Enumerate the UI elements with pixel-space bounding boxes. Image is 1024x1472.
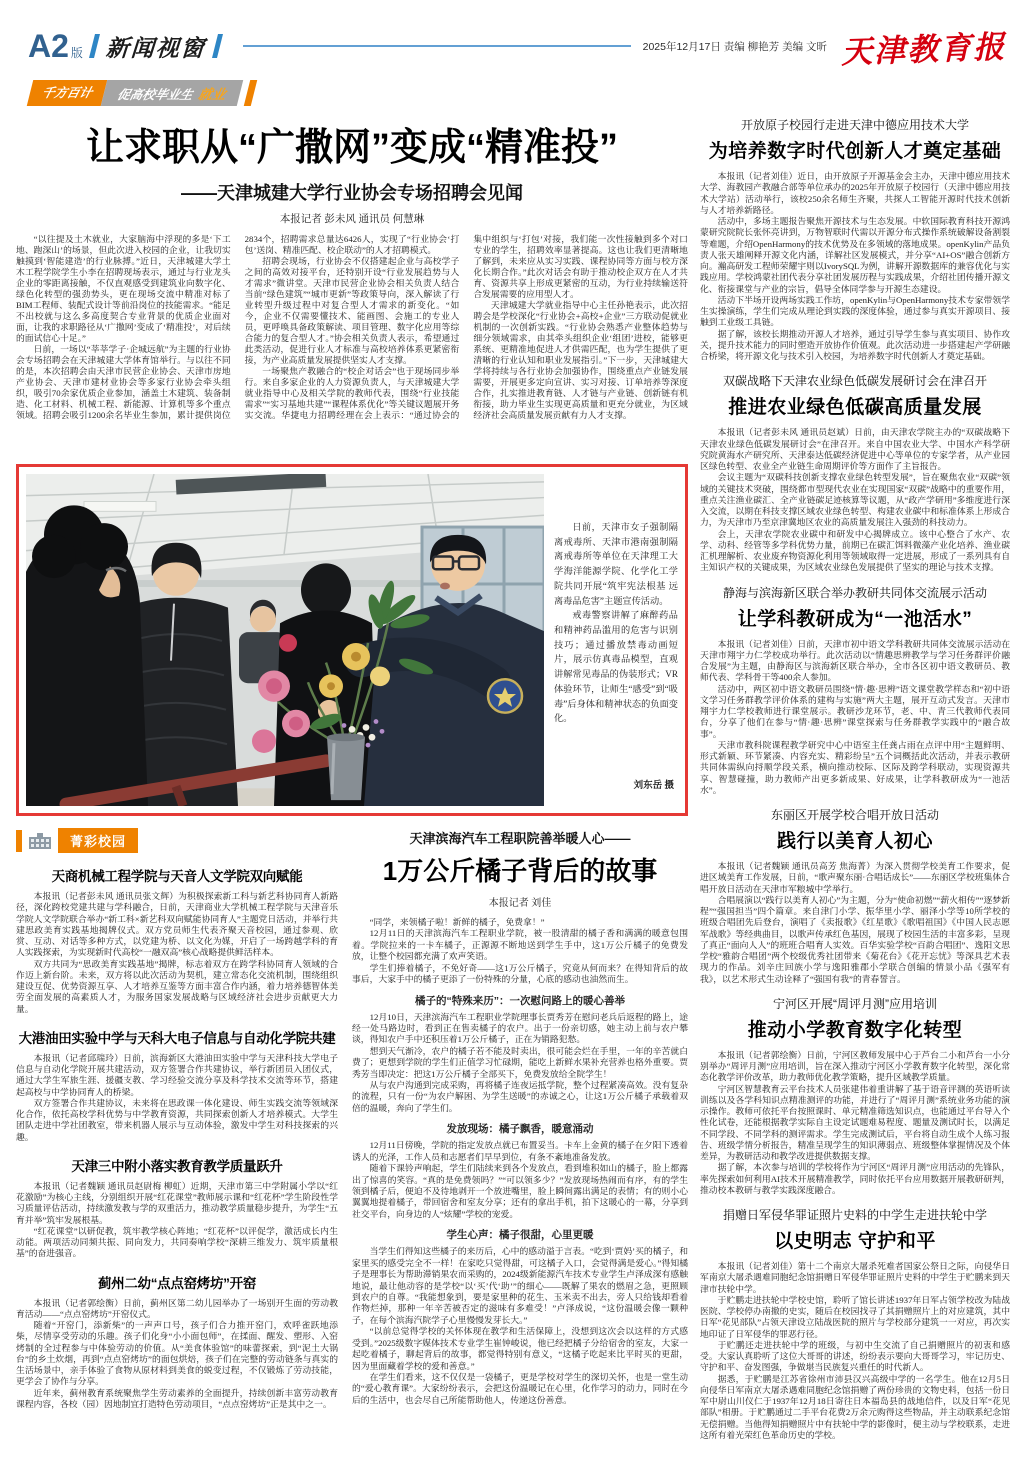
paragraph: 本报讯（记者彭未风 通讯员张文辉）为积极探索新工科与新艺科协同育人新路径，深化跨校党建共建与学科融合，日前，天津商业大学机械工程学院与天津音乐学院人文学院联合举办“新工科×新艺科双向赋能协同育人”主题党日活动，并举行共建思政美育实践基地揭牌仪式。双方党员师生代表齐聚天音校园，通过参观、欣赏、互动、对话等多种方式，以党建为桥、以文化为媒，开启了一场跨越学科的育人实践探索，为实现新时代高校“一融双高”核心战略提供鲜活样本。 [16, 891, 338, 958]
campus-article-title: 天商机械工程学院与天音人文学院双向赋能 [51, 869, 303, 884]
paragraph: 在学生们看来，这不仅仅是一袋橘子，更是学校对学生的深切关怀，也是一堂生动的“爱心教育课”。大家纷纷表示，会把这份温暖记在心里，化作学习的动力，同时在今后的生活中，也会尽自己所能帮助他人，传递这份善意。 [352, 1371, 688, 1405]
campus-badge-label: 菁彩校园 [58, 828, 138, 853]
paragraph: 双方共同为“思政美育实践基地”揭牌，标志着双方在跨学科协同育人领域的合作迈上新台阶。未来，双方将以此次活动为契机，建立常态化交流机制，围绕组织建设互促、优势资源互享、人才培养互鉴等方面丰富合作内涵，着力培养德智体美劳全面发展的高素质人才，为服务国家发展战略与区域经济社会进步贡献更大力量。 [16, 958, 338, 1014]
left-region [16, 112, 688, 1472]
feature-byline: 本报记者 刘佳 [488, 898, 552, 909]
paragraph: 本报讯（记者彭未风 通讯员赵斌）日前，由天津农学院主办的“双碳战略下天津农业绿色低碳发展研讨会”在津召开。来自中国农业大学、中国水产科学研究院黄海水产研究所、天津泰达低碳经济促进中心等单位的专家学者，从产业园区绿色转型、农业全产业链生命周期评价等方面作了主旨报告。 [700, 427, 1010, 471]
page-header [0, 0, 1024, 68]
campus-article-body [16, 1053, 338, 1143]
campus-badge [16, 828, 338, 853]
paragraph: 宁河区智慧教育云平台技术人员张建伟着重讲解了基于语音评测的英语听读训练以及各学科知识点精准测评的功能，并进行了“周评月测”系统业务功能的演示操作。教师可依托平台按照课时、单元精准筛选知识点，也能通过平台导入个性化试卷，还能根据教学实际自主设定试题难易程度、题量及测试时长，以满足不同学段、不同学科的测评需求。学生完成测试后，平台将自动生成个人练习报告、班级学情分析报告，精准呈现学生的知识薄弱点、班级整体掌握情况及个体差异，为教研活动和教学改进提供数据支撑。 [700, 1083, 1010, 1161]
paragraph: 招聘会现场，行业协会不仅搭建起企业与高校学子之间的高效对接平台，还特别开设“行业发展趋势与人才需求”微讲堂。天津市民营企业协会相关负责人结合当前“绿色建筑”“城市更新”等政策导向，深入解读了行业转型升级过程中对复合型人才需求的新变化。“如今，企业不仅需要懂技术、能画图、会施工的专业人员，更呼唤具备政策解读、项目管理、数字化应用等综合能力的复合型人才。”协会相关负责人表示，希望通过此类活动，促进行业人才标准与高校培养体系更紧密衔接，为产业高质量发展提供坚实人才支撑。 [244, 255, 460, 365]
article-title: 为培养数字时代创新人才奠定基础 [708, 141, 1002, 162]
paragraph: 本报讯（记者魏颖 通讯员赵尉梅 柳虹）近期，天津市第三中学附属小学以“红花激励”为核心主线，分别组织开展“红花课堂”教师展示课和“红花杯”学生阶段性学习质量评估活动，持续激发教与学的双重活力，推动教学质量稳步提升，为学生“五育并举”筑牢发展根基。 [16, 1180, 338, 1225]
campus-article-body [16, 1298, 338, 1411]
right-article [700, 1206, 1010, 1441]
paragraph: 戒毒警察讲解了麻醉药品和精神药品滥用的危害与识别技巧；通过播放禁毒动画短片，展示仿真毒品模型，直观讲解常见毒品的伪装形式；VR体验环节，让师生“感受”到“吸毒”后身体和精神状态的负面变化。 [554, 610, 678, 724]
paragraph: 会上，天津农学院农业碳中和研发中心揭牌成立。该中心整合了水产、农学、动科、经管等多学科优势力量，前期已在碳汇饵料微藻产业化培养、渔业碳汇机理解析、农业废弃物资源化利用等领域取得一定进展，形成了一系列具有自主知识产权的关键成果，为区域农业绿色发展提供了坚实的理论与技术支撑。 [700, 528, 1010, 573]
feature-lead [352, 917, 688, 986]
article-kicker: 双碳战略下天津农业绿色低碳发展研讨会在津召开 [722, 374, 987, 389]
paragraph: 合唱展演以“践行以美育人初心”为主题，分为“使命初燃”“薪火相传”“逐梦新程”“强国担当”四个篇章。来自津门小学、振华里小学、丽泽小学等10所学校的班级合唱团先后登台，演唱了《卖报歌》《红星歌》《歌唱祖国》《中国人民志愿军战歌》等经典曲目，以歌声传承红色基因，展现了校园生活的丰富多彩，呈现了真正“面向人人”的班班合唱育人实效。百华实验学校“百韵合唱团”、逸阳文思学校“雅韵合唱团”两个校级优秀社团带来《菊花台》《花开忘忧》等深具艺术表现力的作品。刘辛庄回族小学与逸阳雅郡小学联合创编的情景小品《强军有我》，以艺术形式生动诠释了“强国有我”的青春誓言。 [700, 894, 1010, 984]
paragraph: 本报讯（记者刘佳）日前，天津市初中语文学科教研共同体交流展示活动在天津市翔宇力仁学校成功举行。此次活动以“情趣思辨教学与学习任务群评价融合发展”为主题，由静海区与滨海新区联合举办，全市各区初中语文教研员、教师代表、学科骨干等400余人参加。 [700, 638, 1010, 683]
lead-article-subtitle: ——天津城建大学行业协会专场招聘会见闻 [181, 183, 523, 203]
feature-subhead: 学生心声：橘子很甜，心里更暖 [446, 1229, 594, 1242]
school-building-icon [28, 832, 52, 850]
feature-subhead: 橘子的“特殊来历”：一次慰问路上的暖心善举 [415, 994, 625, 1007]
paragraph: “以往提及土木就业，大家脑海中浮现的多是‘下工地、跑深山’的场景，但此次进入校园的企业，让我切实触摸到‘智能建造’的行业脉搏。”近日，天津城建大学土木工程学院学生小李在招聘现场表示，通过与行业龙头企业的零距离接触，不仅直观感受到建筑业向数字化、绿色化转型的强劲势头，更在现场交流中精准对标了BIM工程师、装配式设计等前沿岗位的技能需求。“能足不出校就与这么多高度契合专业背景的优质企业面对面，让我的求职路径从‘广撒网’变成了‘精准投’，对后续的面试信心十足。” [16, 234, 231, 343]
right-article [700, 372, 1010, 573]
edition-label: 版 [70, 45, 83, 60]
paragraph: 据了解，该校长期推动开源人才培养，通过引导学生参与真实项目、协作攻关，提升技术能力的同时塑造开放协作价值观。此次活动进一步搭建起产学研融合桥梁，将开源文化与技术引入校园，为培养数字时代创新人才奠定基础。 [700, 328, 1010, 361]
right-column [700, 112, 1010, 1472]
anti-drug-event-photo-illustration [26, 474, 544, 806]
employment-badge-row [30, 80, 1024, 104]
paragraph: 日前，天津市女子强制隔离戒毒所、天津市港南强制隔离戒毒所等单位在天津理工大学海洋能源学院、化学化工学院共同开展“筑牢宪法根基 远离毒品危害”主题宣传活动。 [554, 522, 678, 606]
article-body [700, 1261, 1010, 1441]
article-body [700, 639, 1010, 797]
campus-article-title: 大港油田实验中学与天科大电子信息与自动化学院共建 [18, 1030, 336, 1046]
article-title: 让学科教研成为“一池活水” [737, 608, 973, 630]
paragraph: 12月10日，天津滨海汽车工程职业学院理事长贾秀芳在慰问老兵后返程的路上，途经一处马路边时，看到正在售卖橘子的农户。出于一份亲切感，她主动上前与农户攀谈，得知农户手中还积压着1万公斤橘子，正在为销路犯愁。 [352, 1011, 688, 1045]
right-article [700, 995, 1010, 1196]
feature-section-body [352, 1140, 688, 1220]
masthead-logo: 天津教育报 [840, 28, 1007, 70]
section-divider-bar [89, 34, 100, 58]
paragraph: 随着“开窑门，添新柴”的一声声口号，孩子们合力推开窑门，欢呼雀跃地添柴，尽情享受劳动的乐趣。孩子们化身“小小面包师”，在揉面、醒发、塑形、入窑烤制的全过程参与中体验劳动的价值。从“美食体验馆”的味蕾探索，到“泥土大锅台”的乡土炊烟，再到“点点窑烤坊”的面包烘焙，孩子们在完整的劳动链条与真实的生活场景中，亲手体验了食物从原材料到美食的蜕变过程，不仅锻炼了劳动技能，更学会了协作与分享。 [16, 1320, 338, 1387]
paragraph: 近年来，蓟州教育系统聚焦学生劳动素养的全面提升，持续创新丰富劳动教育课程内容，各校（园）因地制宜打造特色劳动项目，“点点窑烤坊”正是其中之一。 [16, 1387, 338, 1409]
feature-title: 1万公斤橘子背后的故事 [382, 856, 658, 886]
edition-code: A2 [28, 27, 69, 64]
paragraph: 本报讯（记者郭绘衡）日前，蓟州区第二幼儿园举办了一场别开生面的劳动教育活动——“点点窑烤坊”开窑仪式。 [16, 1297, 338, 1319]
campus-article [16, 1155, 338, 1260]
campus-article [16, 1027, 338, 1143]
paragraph: 双方签署合作共建协议，未来将在思政课一体化建设、师生实践交流等领域深化合作，依托高校学科优势与中学教育资源，共同探索创新人才培养模式。大学生团队走进中学社团教室，带来机器人展示与互动体验，激发中学生对科技探索的兴趣。 [16, 1097, 338, 1142]
article-title: 推动小学教育数字化转型 [747, 1019, 963, 1041]
article-kicker: 开放原子校园行走进天津中德应用技术大学 [740, 118, 969, 132]
feature-section-body [352, 1012, 688, 1115]
photo-caption-text [554, 520, 678, 726]
news-photo [26, 474, 544, 806]
campus-article-body [16, 891, 338, 1015]
paragraph: 活动中，多场主题报告聚焦开源技术与生态发展。中软国际教育科技开源鸿蒙研究院院长张怀亮讲到，万物智联时代需以开源分布式操作系统破解设备割裂等难题，介绍OpenHarmony的技术优势及在多领域的落地成果。openKylin产品负责人张天雄阐释开源文化内涵，详解社区发展模式，并分享“AI+OS”融合创新方向。瀚高研发工程师荣耀宇则以IvorySQL为例，讲解开源数据库的兼容优化与实践应用。学校鸿蒙社团代表分享社团发展历程与实践成果，介绍社团传播开源文化、衔接课堂与产业的宗旨，倡导全体同学参与开源生态建设。 [700, 216, 1010, 294]
paragraph: 一场聚焦产教融合的“校企对话会”也于现场同步举行。来自多家企业的人力资源负责人，与天津城建大学就业指导中心及相关学院的教师代表，围绕“行业技能需求”“实习基地共建”“课程体系优化”等关键议题展开务实交流。华捷电力招聘经理在会上表示：“通过协会的集中组织与‘打包’对接，我们能一次性接触到多个对口专业的学生，招聘效率显著提高。这也让我们更清晰地了解到，未来应从实习实践、课程协同等方面与校方深化长期合作。”此次对话会有助于推动校企双方在人才共育、资源共享上形成更紧密的互动，为行业持续输送符合发展需要的应用型人才。 [244, 234, 688, 420]
right-article [700, 806, 1010, 985]
employment-badge [27, 80, 258, 106]
paragraph: 随着下课铃声响起，学生们陆续来到各个发放点，看到堆积如山的橘子，脸上都露出了惊喜的笑容。“真的是免费领吗？”“可以领多少？”发放现场热闹而有序，有的学生领到橘子后，便迫不及待地剥开一个放进嘴里，脸上瞬间露出满足的表情；有的则小心翼翼地提着橘子，带回宿舍和室友分享；还有的拿出手机，拍下这暖心的一幕，分享到社交平台，向身边的人“炫耀”学校的宠爱。 [352, 1163, 688, 1219]
article-title: 以史明志 守护和平 [774, 1231, 936, 1252]
feature-subhead: 发放现场：橘子飘香，暖意涌动 [446, 1123, 594, 1136]
right-article [700, 584, 1010, 797]
paragraph: 会议主题为“双碳科技创新支撑农业绿色转型发展”，旨在聚焦农业“双碳”领域的关键技术突破，围绕都市型现代农业在实现国家“双碳”战略中的重要作用，重点关注渔业碳汇、全产业链碳足迹核算等议题，从“政产学研用”多维度进行深入交流，以期在科技支撑区域农业绿色转型、构建农业碳中和标准体系上形成合力，为天津市乃至京津冀地区农业的高质量发展注入强劲的科技动力。 [700, 472, 1010, 528]
paragraph: 想到天气渐冷，农户的橘子若不能及时卖出，很可能会烂在手里，一年的辛苦就白费了；更想到学院的学生们正值学习忙碌期，能吃上新鲜水果补充营养也格外重要。贾秀芳当即决定：把这1万公斤橘子全部买下，免费发放给全院学生！ [352, 1045, 688, 1079]
paragraph: 天津市教科院课程教学研究中心中语室主任龚占雨在点评中用“主题鲜明、形式新颖、环节紧凑、内容充实、精彩纷呈”五个词概括此次活动，并表示教研共同体需纵向捋顺学段关系，横向推动校际、区际及跨学科联动，实现资源共享、智慧碰撞，助力教师产出更多新成果、好成果，让学科教研成为“一池活水”。 [700, 739, 1010, 795]
paragraph: 12月11日傍晚，学院的指定发放点就已布置妥当。卡车上金黄的橘子在夕阳下透着诱人的光泽，工作人员和志愿者们早早到位，有条不紊地准备发放。 [352, 1140, 688, 1162]
lead-article-byline: 本报记者 彭未风 通讯员 何慧琳 [279, 214, 425, 225]
right-article [700, 116, 1010, 362]
campus-article-title: 蓟州二幼“点点窑烤坊”开窑 [97, 1275, 257, 1291]
paragraph: 从与农户沟通到完成采购，再将橘子连夜运抵学院，整个过程紧凑高效。没有复杂的流程，只有一份“为农户解困、为学生送暖”的赤诚之心，让这1万公斤橘子承载着双倍的温暖，奔向了学生们。 [352, 1080, 688, 1113]
campus-badge-bar [16, 830, 22, 852]
section-divider-bar [212, 34, 223, 58]
page-content [0, 104, 1024, 1472]
paragraph: 本报讯（记者魏颖 通讯员高芳 焦海菁）为深入贯彻学校美育工作要求，促进区域美育工作发展，日前，“歌声聚东丽·合唱话成长”——东丽区学校班集体合唱开放日活动在天津市军粮城中学举行。 [700, 861, 1010, 894]
article-body [700, 861, 1010, 985]
edition-number [28, 28, 83, 65]
badge-left: 千方百计 [27, 80, 107, 106]
feature-section-body [352, 1246, 688, 1406]
badge-middle [101, 80, 243, 106]
article-body [700, 427, 1010, 573]
article-title: 推进农业绿色低碳高质量发展 [728, 397, 982, 419]
article-kicker: 东丽区开展学校合唱开放日活动 [770, 808, 939, 822]
badge-slash-icon [244, 80, 257, 106]
campus-article-title: 天津三中附小落实教育教学质量跃升 [71, 1158, 283, 1174]
paragraph: 据了解，本次参与培训的学校将作为宁河区“周评月测”应用活动的先锋队，率先探索如何利用AI技术开展精准教学，同时依托平台应用数据开展教研研判，推动校本教研与教学实践深度融合。 [700, 1162, 1010, 1195]
paragraph: “以前总觉得学校的关怀体现在教学和生活保障上，没想到这次会以这样的方式感受到。”2025级数字媒体技术专业学生崔钟峻说，他已经把橘子分给宿舍的室友，大家一起吃着橘子，聊起背后的故事，都觉得特别有意义，“这橘子吃起来比平时买的更甜，因为里面藏着学校的爱和善意。” [352, 1326, 688, 1371]
paragraph: “同学，来领橘子啦！新鲜的橘子，免费拿！” [369, 917, 545, 927]
article-kicker: 宁河区开展“周评月测”应用培训 [773, 996, 937, 1011]
badge-middle-text: 促高校毕业生 [115, 88, 195, 102]
photo-credit: 刘东岳 摄 [633, 780, 674, 791]
lead-article-title: 让求职从“广撒网”变成“精准投” [85, 127, 618, 169]
article-body [700, 171, 1010, 362]
paragraph: 活动下半场开设两场实践工作坊，openKylin与OpenHarmony技术专家带领学生实操演练，学生们完成从理论到实践的深度体验，通过参与真实开源项目、接触到工业级工具链。 [700, 294, 1010, 328]
photo-caption [554, 474, 678, 806]
section-name: 新闻视窗 [104, 34, 207, 61]
paragraph: 本报讯（记者郭绘衡）日前，宁河区教师发展中心于芦台二小和芦台一小分别举办“周评月测”应用培训，旨在深入推动宁河区小学教育数字化转型，深化常态化教学评价改革，助力教师优化教学策略，提升区域教学质量。 [700, 1049, 1010, 1083]
article-kicker: 静海与滨海新区联合举办教研共同体交流展示活动 [722, 585, 987, 600]
paragraph: “红花课堂”以研促教，筑牢教学核心阵地；“红花杯”以评促学，激活成长内生动能。两项活动同频共振、同向发力，共同奏响学校“深耕三维发力、筑牢质量根基”的奋进强音。 [16, 1225, 338, 1259]
photo-frame [16, 464, 688, 816]
paragraph: 活动中，两区初中语文教研员围绕“情·趣·思辨”语文课堂教学样态和“初中语文学习任务群教学评价体系的建构与实施”两大主题，展开互动式发言。天津市翔宇力仁学校教师进行课堂展示。教研沙龙环节，老、中、青三代教师代表同台，分享了他们在参与“情·趣·思辨”课堂探索与任务群教学实践中的“融合故事”。 [700, 683, 1010, 739]
paragraph: 据悉，于贮鹏是江苏省徐州市沛县汉兴高级中学的一名学生。他在12月5日向侵华日军南京大屠杀遇难同胞纪念馆捐赠了两份珍贵的文物史料，包括一份日军中尉山川仪仁于1937年12月18日寄往日本福岛县的战地信件，以及日军“花见部队”相册。于贮鹏通过二手平台花费2万余元购得这些物品，并主动联系纪念馆无偿捐赠。当他得知捐赠照片中有扶轮中学的影像时，便主动与学校联系，走进这所有着光荣红色革命历史的学校。 [700, 1373, 1010, 1440]
bottom-row [16, 826, 688, 1472]
paragraph: 当学生们得知这些橘子的来历后，心中的感动溢于言表。“吃到‘贾妈’买的橘子，和家里买的感受完全不一样！在家吃只觉得甜，可这橘子入口，会觉得满是爱心。”得知橘子是理事长为帮助滞销果农而采购的，2024级新能源汽车技术专业学生卢泽成深有感触地说，最让他动容的是学校“以‘买’代‘助’”的细心——既解了果农的燃眉之急，更照顾到农户的自尊。“我能想象到，要是家里种的花生、玉米卖不出去，旁人只给钱却看着作物烂掉，那种一年辛苦被否定的滋味有多难受！”卢泽成说，“这份温暖会像一颗种子，在每个滨海汽院学子心里慢慢发芽长大。” [352, 1246, 688, 1325]
paragraph: 本报讯（记者刘佳）第十二个南京大屠杀死难者国家公祭日之际，向侵华日军南京大屠杀遇难同胞纪念馆捐赠日军侵华罪证照片史料的中学生于贮鹏来到天津市扶轮中学。 [700, 1261, 1010, 1294]
header-rule [243, 45, 631, 47]
paragraph: 天津城建大学就业指导中心主任孙艳表示，此次招聘会是学校深化“行业协会+高校+企业”三方联动促就业机制的一次创新实践。“行业协会熟悉产业整体趋势与细分领域需求，由其牵头组织企业‘组团’进校，能够更系统、更精准地促进人才供需匹配，也为学生提供了更清晰的行业认知和职业发展指引。”下一步，天津城建大学将持续与各行业协会加强协作，围绕重点产业链发展需要，开展更多定向宣讲、实习对接、订单培养等深度合作，扎实推进教育链、人才链与产业链、创新链有机衔接，助力毕业生实现更高质量和更充分就业，为区域经济社会高质量发展贡献有力人才支撑。 [473, 299, 688, 420]
paragraph: 日前，一场以“莘莘学子·企城远航”为主题的行业协会专场招聘会在天津城建大学体育馆举行。与以往不同的是，本次招聘会由天津市民营企业协会、天津市房地产业协会、天津市建材业协会等多家行业协会牵头组织，吸引70余家优质企业参加，涵盖土木建筑、装备制造、化工材料、机械工程、新能源、计算机等多个重点领域。招聘会吸引1200余名毕业生参加，累计提供岗位2834个，招聘需求总量达6426人，实现了“行业协会‘打包’送岗、精准匹配、校企联动”的人才招聘模式。 [16, 234, 460, 420]
article-kicker: 捐赠日军侵华罪证照片史料的中学生走进扶轮中学 [722, 1208, 987, 1222]
lead-article-body [16, 234, 688, 456]
feature-kicker: 天津滨海汽车工程职院善举暖人心—— [409, 831, 631, 846]
dateline: 2025年12月17日 责编 柳艳芳 美编 文昕 [642, 40, 827, 53]
center-feature-article [352, 826, 688, 1472]
paragraph: 12月11日的天津滨海汽车工程职业学院，被一股清甜的橘子香和满满的暖意包围着。学院拉来的一卡车橘子，正源源不断地送到学生手中，这1万公斤橘子的免费发放，让整个校园都充满了欢声笑语。 [352, 928, 688, 962]
campus-article [16, 1272, 338, 1411]
paragraph: 于贮鹏走进扶轮中学校史馆，聆听了馆长讲述1937年日军占领学校改为陆战医院、学校停办南撤的史实，随后在校园找寻了其捐赠照片上的对应建筑，其中日军“花见部队”占领天津设立陆战医院的照片与学校部分建筑一一对应，再次实地印证了日军侵华的罪恶行径。 [700, 1294, 1010, 1339]
paragraph: 本报讯（记者邱瑞玲）日前，滨海新区大港油田实验中学与天津科技大学电子信息与自动化学院开展共建活动，双方签署合作共建协议，举行新团员入团仪式，通过大学生军旅生涯、援疆支教、学习经验交流分享及科学技术交流等环节，搭建起高校与中学协同育人的桥梁。 [16, 1052, 338, 1097]
paragraph: 学生们捧着橘子，不免好奇——这1万公斤橘子，究竟从何而来？在得知背后的故事后，大家手中的橘子更添了一份特殊的分量，心底的感动也油然而生。 [352, 962, 688, 985]
campus-article-body [16, 1181, 338, 1260]
article-title: 践行以美育人初心 [776, 831, 933, 852]
campus-column [16, 826, 338, 1472]
paragraph: 于贮鹏还走进扶轮中学的班级，与初中生交流了自己捐赠照片的初衷和感受。大家认真聆听了这位大哥哥的讲述，纷纷表示要向大哥哥学习，牢记历史、守护和平、奋发图强，争做堪当民族复兴重任的时代新人。 [700, 1339, 1010, 1373]
paragraph: 本报讯（记者刘佳）近日，由开放原子开源基金会主办，天津中德应用技术大学、海教园产教融合部等单位承办的2025年开放原子校园行（天津中德应用技术大学站）活动举行，该校250余名师生齐聚，共探人工智能开源时代技术创新与人才培养新路径。 [700, 171, 1010, 215]
campus-article [16, 865, 338, 1015]
article-body [700, 1050, 1010, 1196]
lead-article-header [16, 116, 688, 226]
badge-highlight: 就业 [196, 87, 228, 102]
